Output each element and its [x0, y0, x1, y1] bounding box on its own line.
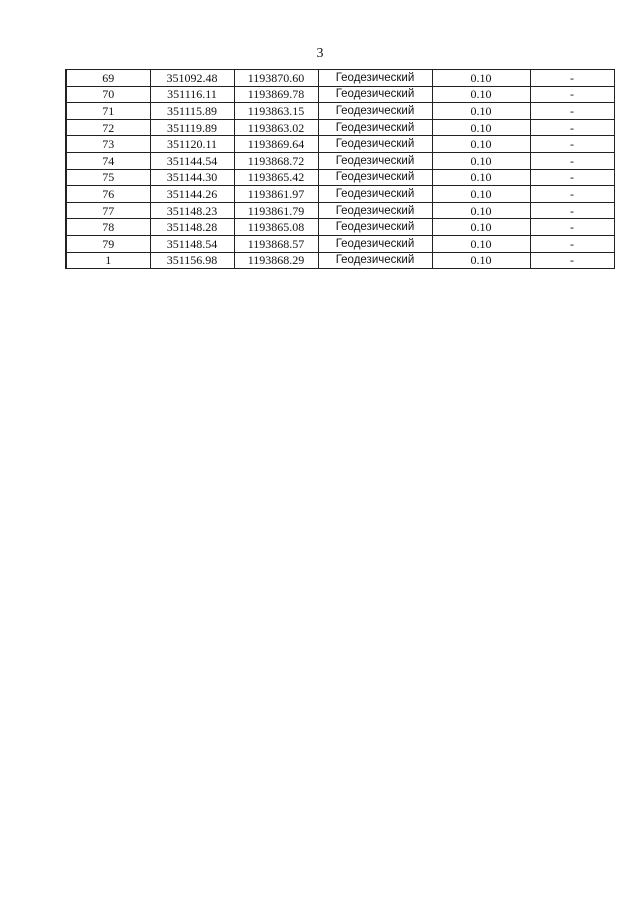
cell-point-number: 70: [66, 86, 150, 103]
cell-coordinate-y: 1193869.78: [234, 86, 318, 103]
cell-coordinate-x: 351156.98: [150, 252, 234, 269]
cell-coordinate-x: 351119.89: [150, 119, 234, 136]
table-row: [66, 235, 614, 252]
cell-method: Геодезический: [318, 186, 432, 203]
cell-accuracy: 0.10: [432, 119, 530, 136]
coordinates-table: [65, 69, 615, 269]
cell-description: -: [530, 119, 614, 136]
cell-coordinate-y: 1193863.02: [234, 119, 318, 136]
cell-coordinate-x: 351116.11: [150, 86, 234, 103]
cell-description: -: [530, 136, 614, 153]
cell-coordinate-x: 351120.11: [150, 136, 234, 153]
cell-method: Геодезический: [318, 152, 432, 169]
cell-method: Геодезический: [318, 235, 432, 252]
table-row: [66, 103, 614, 120]
cell-coordinate-x: 351148.54: [150, 235, 234, 252]
page-number: 3: [316, 46, 324, 61]
cell-method: Геодезический: [318, 119, 432, 136]
cell-coordinate-x: 351144.30: [150, 169, 234, 186]
cell-coordinate-y: 1193861.79: [234, 202, 318, 219]
cell-method: Геодезический: [318, 86, 432, 103]
cell-accuracy: 0.10: [432, 86, 530, 103]
cell-coordinate-x: 351144.54: [150, 152, 234, 169]
cell-description: -: [530, 70, 614, 87]
cell-description: -: [530, 202, 614, 219]
cell-coordinate-y: 1193865.42: [234, 169, 318, 186]
cell-coordinate-x: 351148.23: [150, 202, 234, 219]
cell-method: Геодезический: [318, 252, 432, 269]
cell-method: Геодезический: [318, 70, 432, 87]
cell-method: Геодезический: [318, 202, 432, 219]
cell-coordinate-x: 351148.28: [150, 219, 234, 236]
cell-coordinate-y: 1193865.08: [234, 219, 318, 236]
cell-accuracy: 0.10: [432, 186, 530, 203]
cell-accuracy: 0.10: [432, 169, 530, 186]
cell-coordinate-x: 351092.48: [150, 70, 234, 87]
cell-accuracy: 0.10: [432, 219, 530, 236]
table-row: [66, 152, 614, 169]
cell-accuracy: 0.10: [432, 136, 530, 153]
cell-coordinate-x: 351144.26: [150, 186, 234, 203]
cell-description: -: [530, 103, 614, 120]
table-row: [66, 202, 614, 219]
cell-coordinate-y: 1193868.57: [234, 235, 318, 252]
table-row: [66, 186, 614, 203]
cell-point-number: 72: [66, 119, 150, 136]
cell-coordinate-y: 1193868.72: [234, 152, 318, 169]
table-row: [66, 136, 614, 153]
cell-coordinate-x: 351115.89: [150, 103, 234, 120]
cell-point-number: 74: [66, 152, 150, 169]
cell-description: -: [530, 86, 614, 103]
cell-method: Геодезический: [318, 136, 432, 153]
cell-accuracy: 0.10: [432, 70, 530, 87]
cell-description: -: [530, 152, 614, 169]
cell-accuracy: 0.10: [432, 202, 530, 219]
cell-point-number: 76: [66, 186, 150, 203]
cell-coordinate-y: 1193868.29: [234, 252, 318, 269]
cell-coordinate-y: 1193861.97: [234, 186, 318, 203]
cell-accuracy: 0.10: [432, 235, 530, 252]
cell-description: -: [530, 186, 614, 203]
cell-coordinate-y: 1193869.64: [234, 136, 318, 153]
cell-point-number: 1: [66, 252, 150, 269]
cell-method: Геодезический: [318, 103, 432, 120]
cell-point-number: 69: [66, 70, 150, 87]
table-row: [66, 169, 614, 186]
cell-point-number: 75: [66, 169, 150, 186]
cell-method: Геодезический: [318, 219, 432, 236]
cell-accuracy: 0.10: [432, 152, 530, 169]
cell-accuracy: 0.10: [432, 252, 530, 269]
coordinates-table-body: [66, 70, 614, 269]
cell-description: -: [530, 219, 614, 236]
table-row: [66, 70, 614, 87]
cell-point-number: 79: [66, 235, 150, 252]
cell-description: -: [530, 252, 614, 269]
cell-description: -: [530, 235, 614, 252]
cell-accuracy: 0.10: [432, 103, 530, 120]
table-row: [66, 219, 614, 236]
table-row: [66, 252, 614, 269]
cell-point-number: 73: [66, 136, 150, 153]
cell-coordinate-y: 1193863.15: [234, 103, 318, 120]
cell-method: Геодезический: [318, 169, 432, 186]
cell-point-number: 78: [66, 219, 150, 236]
table-row: [66, 86, 614, 103]
cell-point-number: 71: [66, 103, 150, 120]
table-row: [66, 119, 614, 136]
cell-coordinate-y: 1193870.60: [234, 70, 318, 87]
cell-point-number: 77: [66, 202, 150, 219]
cell-description: -: [530, 169, 614, 186]
